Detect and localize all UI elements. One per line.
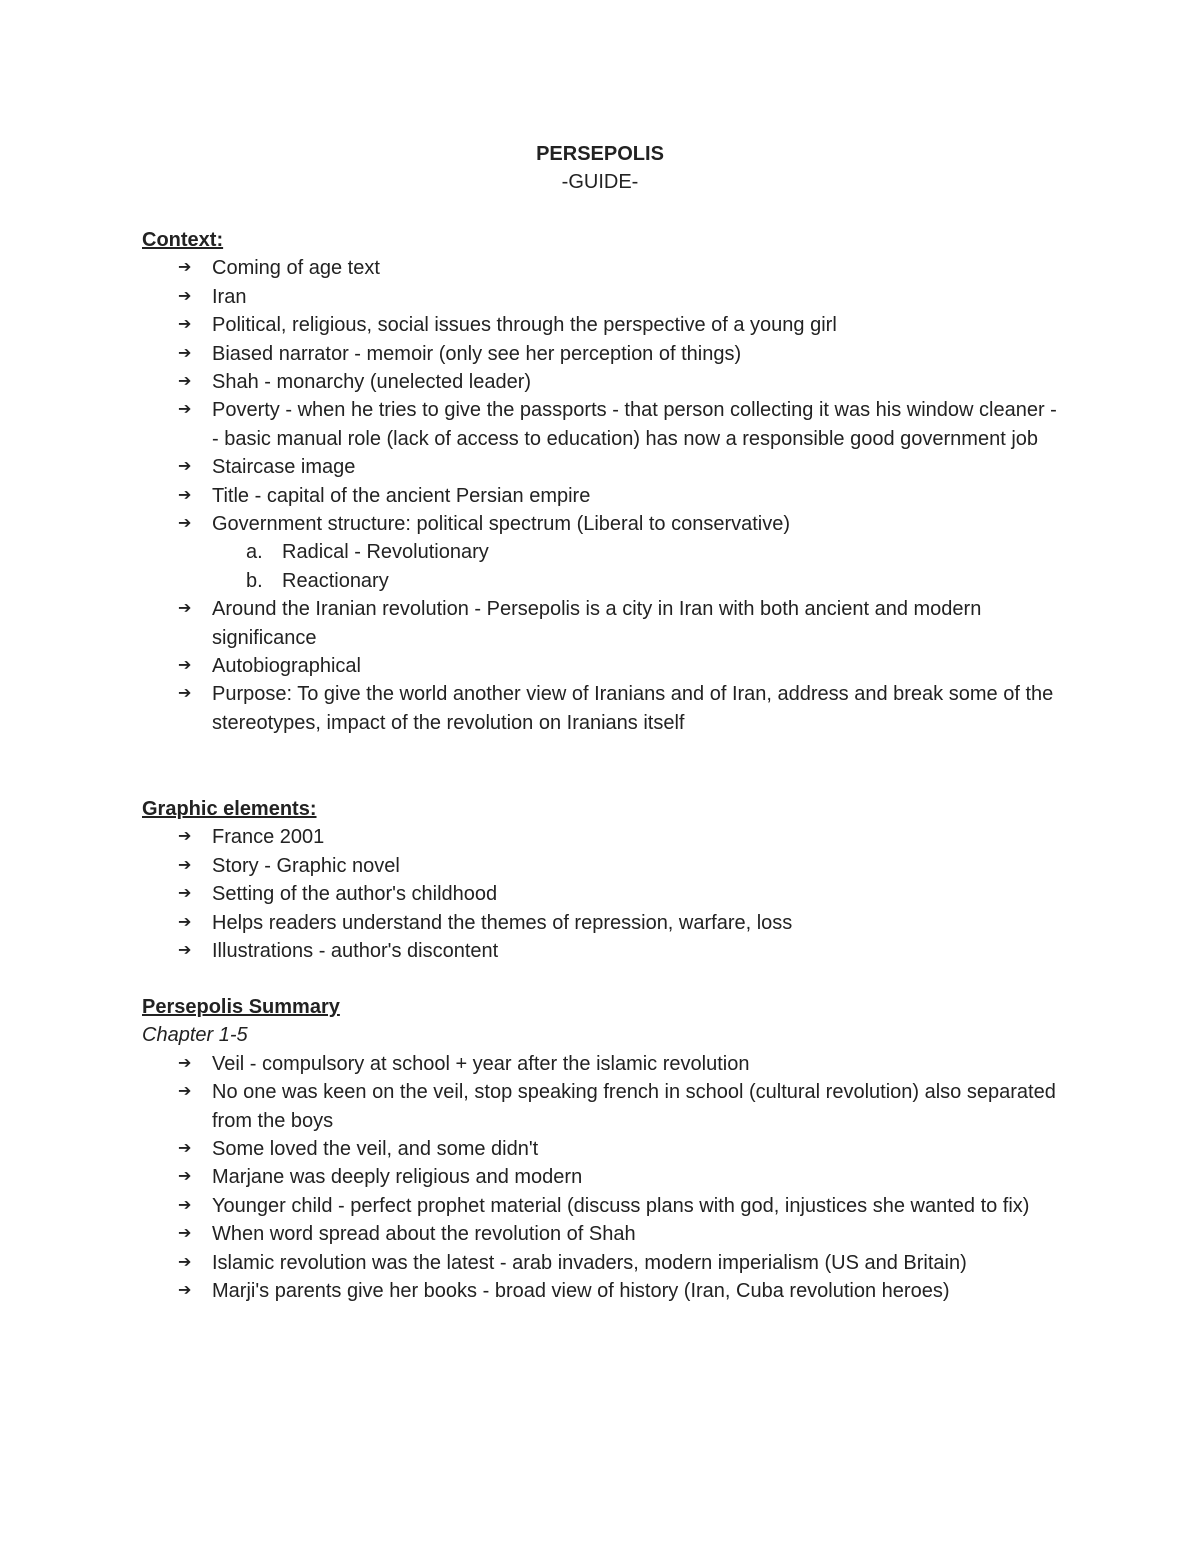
list-item-text: No one was keen on the veil, stop speaking french in school (cultural revolution) also separated from the boys (212, 1081, 1056, 1132)
section-heading: Graphic elements: (142, 798, 317, 820)
chapter-subheading: Chapter 1-5 (142, 1024, 248, 1047)
list-item (142, 823, 1062, 851)
section-summary (142, 993, 1062, 1305)
arrow-icon: ➔ (178, 316, 192, 334)
list-item (142, 396, 1062, 453)
list-item (142, 1135, 1062, 1163)
list-item-text: Illustrations - author's discontent (212, 940, 499, 963)
bullet-list (142, 595, 1062, 737)
list-item (142, 1078, 1062, 1135)
list-item-text: Helps readers understand the themes of repression, warfare, loss (212, 911, 793, 934)
list-item-text: France 2001 (212, 826, 325, 849)
list-item (142, 680, 1062, 737)
bullet-list (142, 254, 1062, 538)
arrow-icon: ➔ (178, 1168, 192, 1186)
list-item-text: Purpose: To give the world another view of Iranians and of Iran, address and break some of the stereotypes, impact of the revolution on Iranians itself (212, 683, 1054, 734)
list-item-text: Islamic revolution was the latest - arab invaders, modern imperialism (US and Britain) (212, 1251, 967, 1274)
list-item-text: Autobiographical (212, 655, 361, 678)
arrow-icon: ➔ (178, 657, 192, 675)
list-item (142, 595, 1062, 652)
arrow-icon: ➔ (178, 1196, 192, 1214)
sub-list-item-text: Reactionary (282, 569, 389, 592)
arrow-icon: ➔ (178, 1253, 192, 1271)
list-item-text: Coming of age text (212, 257, 380, 280)
list-item (142, 1192, 1062, 1220)
arrow-icon: ➔ (178, 486, 192, 504)
document-title: PERSEPOLIS (536, 143, 664, 165)
list-item (142, 482, 1062, 510)
list-item (142, 340, 1062, 368)
bullet-list (142, 1050, 1062, 1306)
arrow-icon: ➔ (178, 685, 192, 703)
list-item (142, 1163, 1062, 1191)
arrow-icon: ➔ (178, 287, 192, 305)
arrow-icon: ➔ (178, 1083, 192, 1101)
list-item (142, 880, 1062, 908)
list-item (142, 852, 1062, 880)
section-heading: Context: (142, 229, 224, 251)
list-item (142, 311, 1062, 339)
list-item (142, 1220, 1062, 1248)
list-item (142, 652, 1062, 680)
list-item-text: Setting of the author's childhood (212, 883, 498, 906)
list-item-text: Marji's parents give her books - broad view of history (Iran, Cuba revolution heroes) (212, 1280, 950, 1303)
list-item-text: Iran (212, 285, 247, 308)
list-item (142, 937, 1062, 965)
arrow-icon: ➔ (178, 515, 192, 533)
arrow-icon: ➔ (178, 942, 192, 960)
arrow-icon: ➔ (178, 458, 192, 476)
list-item-text: Story - Graphic novel (212, 854, 400, 877)
arrow-icon: ➔ (178, 913, 192, 931)
list-item-text: Veil - compulsory at school + year after the islamic revolution (212, 1052, 750, 1075)
list-item (142, 254, 1062, 282)
list-item (142, 453, 1062, 481)
section-heading: Persepolis Summary (142, 996, 340, 1018)
sub-list-item (142, 567, 1062, 595)
list-item (142, 510, 1062, 538)
bullet-list (142, 823, 1062, 965)
arrow-icon: ➔ (178, 828, 192, 846)
list-item-text: Marjane was deeply religious and modern (212, 1166, 583, 1189)
list-item (142, 909, 1062, 937)
arrow-icon: ➔ (178, 401, 192, 419)
list-item-text: Staircase image (212, 456, 356, 479)
section-context (142, 226, 1062, 737)
list-item-text: Government structure: political spectrum (Liberal to conservative) (212, 513, 791, 536)
arrow-icon: ➔ (178, 885, 192, 903)
list-item-text: Around the Iranian revolution - Persepolis is a city in Iran with both ancient and modern significance (212, 598, 982, 649)
arrow-icon: ➔ (178, 600, 192, 618)
list-item-text: Younger child - perfect prophet material (discuss plans with god, injustices she wanted to fix) (212, 1194, 1030, 1217)
arrow-icon: ➔ (178, 856, 192, 874)
sub-list-item-text: Radical - Revolutionary (282, 541, 489, 564)
list-item (142, 1249, 1062, 1277)
sub-list-marker: a. (246, 541, 263, 564)
list-item-text: Political, religious, social issues through the perspective of a young girl (212, 314, 837, 337)
arrow-icon: ➔ (178, 1282, 192, 1300)
list-item (142, 1050, 1062, 1078)
list-item-text: Shah - monarchy (unelected leader) (212, 371, 532, 394)
sub-list (142, 538, 1062, 595)
document-subtitle: -GUIDE- (561, 171, 639, 193)
list-item-text: When word spread about the revolution of Shah (212, 1223, 636, 1246)
arrow-icon: ➔ (178, 1054, 192, 1072)
sub-list-marker: b. (246, 569, 263, 592)
arrow-icon: ➔ (178, 259, 192, 277)
list-item-text: Some loved the veil, and some didn't (212, 1138, 539, 1160)
list-item (142, 1277, 1062, 1305)
list-item-text: Title - capital of the ancient Persian empire (212, 484, 591, 507)
list-item (142, 368, 1062, 396)
section-graphic-elements (142, 795, 1062, 965)
arrow-icon: ➔ (178, 1140, 192, 1157)
arrow-icon: ➔ (178, 344, 192, 362)
list-item (142, 283, 1062, 311)
arrow-icon: ➔ (178, 373, 192, 391)
sub-list-item (142, 538, 1062, 566)
arrow-icon: ➔ (178, 1225, 192, 1243)
list-item-text: Poverty - when he tries to give the passports - that person collecting it was his window cleaner -- basic manual role (lack of access to education) has now a responsible good government job (212, 399, 1057, 450)
list-item-text: Biased narrator - memoir (only see her perception of things) (212, 342, 742, 365)
